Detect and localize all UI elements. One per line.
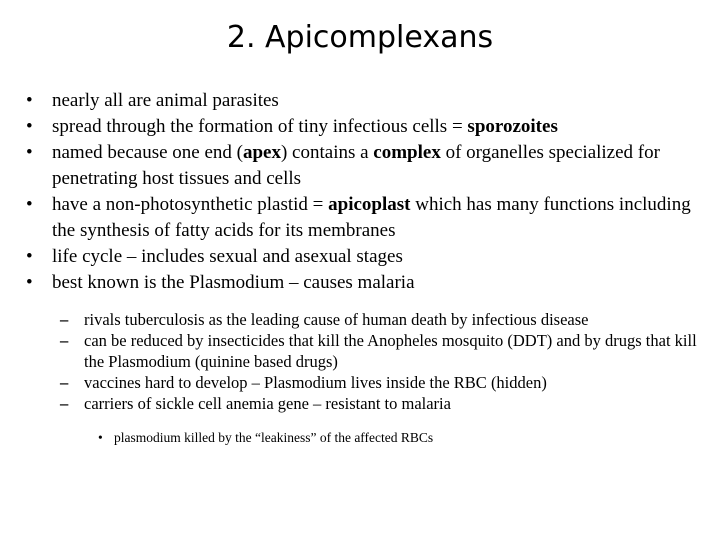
bullet-text: life cycle – includes sexual and asexual stages [52,246,403,267]
bullet-text: ) contains a [280,142,374,163]
bullet-text: which has many functions including the synthesis of fatty acids for its membranes [52,194,691,241]
sub-bullet-sickle-cell: – carriers of sickle cell anemia gene – resistant to malaria [60,393,700,414]
term-apex: apex [242,142,281,163]
term-apicoplast: apicoplast [328,194,411,215]
bullet-apicoplast [22,192,712,244]
bullet-text: nearly all are animal parasites [52,90,279,111]
bullet-text: best known is the Plasmodium – causes malaria [52,272,415,293]
term-sporozoites: sporozoites [467,116,558,137]
sub-bullet-vaccines: – vaccines hard to develop – Plasmodium lives inside the RBC (hidden) [60,372,700,393]
bullet-plasmodium [22,270,712,296]
bullet-text: spread through the formation of tiny infectious cells = [52,116,468,137]
bullet-text: named because one end ( [52,142,243,163]
bullet-text: have a non-photosynthetic plastid = [52,194,329,215]
bullet-sporozoites [22,114,712,140]
sub-bullet-tuberculosis: – rivals tuberculosis as the leading cause of human death by infectious disease [60,309,700,330]
sub-bullet-insecticides: – can be reduced by insecticides that kill the Anopheles mosquito (DDT) and by drugs that kill the Plasmodium (quinine based drugs) [60,330,700,372]
bullet-apex-complex [22,140,712,192]
bullet-life-cycle [22,244,712,270]
sickle-cell-sub-list [96,429,696,447]
bullet-text: of organelles specialized for penetrating host tissues and cells [52,142,660,189]
bullet-animal-parasites [22,88,712,114]
slide-title: 2. Apicomplexans [226,20,494,55]
sub-sub-bullet-leakiness: • plasmodium killed by the “leakiness” of the affected RBCs [96,429,696,447]
malaria-sub-list [60,309,700,414]
term-complex: complex [373,142,441,163]
main-bullet-list [22,88,712,296]
